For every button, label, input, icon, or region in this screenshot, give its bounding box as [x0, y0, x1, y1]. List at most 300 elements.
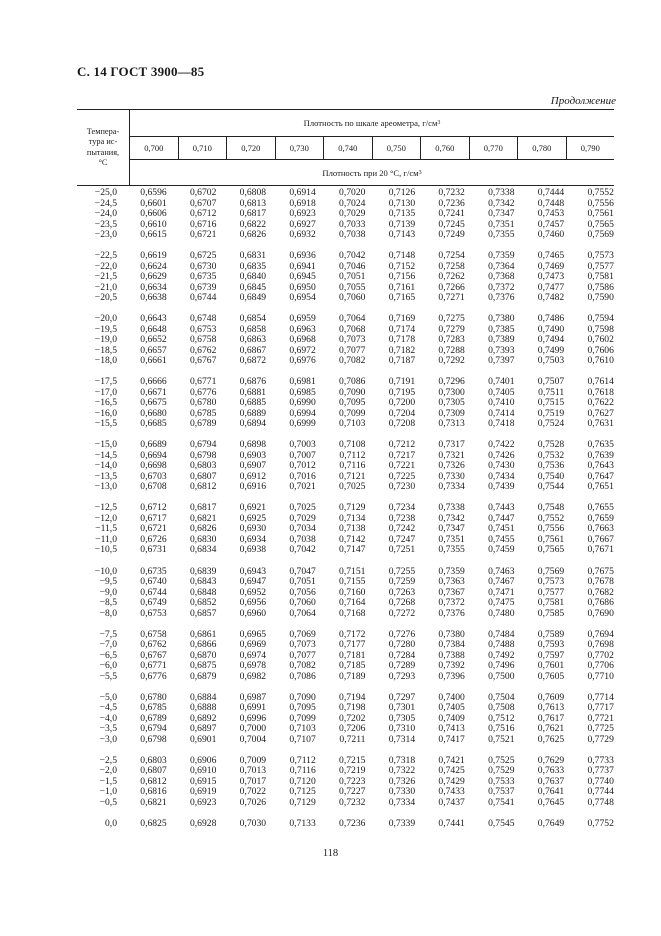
density-value-cell: 0,7168	[339, 607, 366, 619]
temperature-cell: −11,5	[95, 523, 117, 535]
density-value-cell: 0,7107	[289, 733, 316, 745]
density-value-cell: 0,7202	[339, 712, 366, 724]
density-value-cell: 0,7429	[438, 775, 465, 787]
density-value-cell: 0,6694	[140, 449, 167, 461]
density-value-cell: 0,7569	[537, 565, 565, 577]
density-value-cell: 0,7268	[388, 597, 416, 609]
density-value-cell: 0,6712	[189, 208, 217, 219]
density-value-cell: 0,7189	[339, 670, 366, 682]
density-value-cell: 0,6776	[140, 670, 167, 682]
density-value-cell: 0,7024	[339, 197, 366, 209]
row-group	[77, 756, 614, 809]
density-value-cell: 0,7524	[537, 418, 565, 430]
density-value-cell: 0,7245	[438, 218, 465, 230]
density-value-cell: 0,7121	[339, 470, 366, 482]
density-value-cell: 0,7073	[289, 639, 316, 651]
density-value-cell: 0,6866	[189, 639, 217, 651]
table-row	[77, 672, 614, 683]
density-value-cell: 0,6689	[140, 439, 167, 451]
density-value-cell: 0,6826	[239, 229, 267, 240]
density-value-cell: 0,7451	[488, 523, 515, 535]
temperature-cell: −21,0	[94, 281, 117, 293]
density-value-cell: 0,7221	[388, 460, 416, 472]
density-value-cell: 0,6848	[189, 586, 217, 598]
density-value-cell: 0,6785	[140, 702, 167, 714]
density-value-cell: 0,6610	[140, 218, 167, 230]
density-value-cell: 0,7198	[339, 702, 366, 714]
temperature-cell: −19,0	[94, 334, 117, 346]
temperature-cell: −20,5	[94, 292, 117, 304]
density-value-cell: 0,7511	[538, 386, 565, 398]
density-value-cell: 0,6661	[140, 355, 167, 367]
density-value-cell: 0,7621	[537, 723, 565, 735]
density-column-header: 0,770	[469, 137, 518, 159]
temperature-cell: −16,0	[94, 407, 117, 419]
density-value-cell: 0,6956	[239, 597, 267, 609]
document-header: С. 14 ГОСТ 3900—85	[77, 64, 205, 79]
density-value-cell: 0,7500	[488, 670, 515, 682]
density-value-cell: 0,7444	[537, 187, 565, 198]
density-value-cell: 0,7606	[587, 344, 614, 356]
density-value-cell: 0,7359	[438, 565, 465, 577]
density-value-cell: 0,6981	[289, 376, 316, 388]
unit-superscript: 3	[418, 169, 422, 176]
density-value-cell: 0,6910	[189, 765, 217, 777]
density-value-cell: 0,7545	[488, 817, 515, 829]
density-column-header: 0,790	[566, 137, 615, 159]
table-row	[77, 293, 614, 304]
density-column-header: 0,720	[226, 137, 275, 159]
density-value-cell: 0,7637	[537, 775, 565, 787]
row-group	[77, 819, 614, 830]
density-value-cell: 0,7064	[289, 607, 316, 619]
density-value-cell: 0,7359	[488, 250, 515, 262]
density-value-cell: 0,7249	[438, 229, 465, 240]
density-value-cell: 0,6731	[140, 544, 167, 556]
density-value-cell: 0,6789	[189, 418, 217, 430]
density-value-cell: 0,6976	[289, 355, 316, 367]
density-value-cell: 0,6843	[189, 576, 217, 588]
density-value-cell: 0,7469	[537, 260, 565, 272]
temperature-cell: −4,0	[99, 712, 117, 724]
density-value-cell: 0,7155	[339, 576, 366, 588]
density-value-cell: 0,7339	[388, 817, 416, 829]
density-value-cell: 0,6671	[140, 386, 167, 398]
density-value-cell: 0,7465	[537, 250, 565, 262]
row-group	[77, 314, 614, 367]
continuation-label: Продолжение	[550, 95, 616, 107]
density-value-cell: 0,6834	[189, 544, 217, 556]
density-value-cell: 0,7321	[438, 449, 465, 461]
density-value-cell: 0,7508	[488, 702, 515, 714]
density-column-header: 0,740	[323, 137, 372, 159]
density-value-cell: 0,6999	[289, 418, 316, 430]
density-value-cell: 0,6812	[140, 775, 167, 787]
density-value-cell: 0,6740	[140, 576, 167, 588]
density-value-cell: 0,7667	[587, 533, 614, 545]
temp-header-line: пытания,	[86, 147, 120, 157]
density-value-cell: 0,6735	[189, 271, 217, 283]
density-value-cell: 0,6744	[189, 292, 217, 304]
density-value-cell: 0,7581	[537, 597, 565, 609]
density-value-cell: 0,6753	[189, 323, 217, 335]
density-value-cell: 0,7112	[289, 754, 316, 766]
density-value-cell: 0,7459	[488, 544, 515, 556]
density-value-cell: 0,7541	[488, 796, 515, 808]
density-value-cell: 0,7721	[587, 712, 614, 724]
density-value-cell: 0,7594	[587, 313, 614, 325]
density-value-cell: 0,6762	[189, 344, 217, 356]
temperature-cell: −6,5	[99, 649, 117, 661]
table-row	[77, 735, 614, 746]
density-value-cell: 0,7125	[289, 786, 316, 798]
temperature-cell: −15,5	[94, 418, 117, 430]
density-at-20-header	[130, 160, 614, 185]
density-value-cell: 0,7026	[239, 796, 267, 808]
density-value-cell: 0,7208	[388, 418, 416, 430]
density-value-cell: 0,7342	[438, 512, 465, 524]
density-value-cell: 0,7038	[289, 533, 316, 545]
density-value-cell: 0,7737	[587, 765, 614, 777]
table-row	[77, 819, 614, 830]
density-value-cell: 0,7367	[438, 586, 465, 598]
density-value-cell: 0,7318	[388, 754, 416, 766]
density-value-cell: 0,7675	[587, 565, 614, 577]
density-columns-row	[130, 137, 614, 160]
density-value-cell: 0,7263	[388, 586, 416, 598]
density-value-cell: 0,7259	[388, 576, 416, 588]
density-value-cell: 0,7733	[587, 754, 614, 766]
density-value-cell: 0,7143	[388, 229, 416, 240]
table-row	[77, 209, 614, 220]
density-value-cell: 0,7060	[289, 597, 316, 609]
density-value-cell: 0,7533	[488, 775, 515, 787]
density-value-cell: 0,6912	[239, 470, 267, 482]
density-value-cell: 0,7164	[339, 597, 366, 609]
density-value-cell: 0,7437	[438, 796, 465, 808]
density-value-cell: 0,6648	[140, 323, 167, 335]
row-group	[77, 567, 614, 620]
table-body	[77, 188, 614, 840]
density-value-cell: 0,7467	[488, 576, 515, 588]
density-value-cell: 0,7142	[339, 533, 366, 545]
density-value-cell: 0,7725	[587, 723, 614, 735]
temperature-cell: −20,0	[94, 313, 117, 325]
density-value-cell: 0,7069	[289, 628, 316, 640]
density-value-cell: 0,7393	[488, 344, 515, 356]
density-value-cell: 0,7330	[438, 470, 465, 482]
density-value-cell: 0,7086	[339, 376, 366, 388]
density-value-cell: 0,6840	[239, 271, 267, 283]
density-value-cell: 0,7135	[388, 208, 416, 219]
density-column-header: 0,710	[178, 137, 227, 159]
density-value-cell: 0,7262	[438, 271, 465, 283]
density-value-cell: 0,6821	[140, 796, 167, 808]
density-value-cell: 0,7598	[587, 323, 614, 335]
density-value-cell: 0,7678	[587, 576, 614, 588]
density-value-cell: 0,7099	[339, 407, 366, 419]
density-value-cell: 0,7047	[289, 565, 316, 577]
density-value-cell: 0,7400	[438, 691, 465, 703]
table-row	[77, 545, 614, 556]
density-value-cell: 0,7251	[388, 544, 416, 556]
table-row	[77, 609, 614, 620]
density-value-cell: 0,7217	[388, 449, 416, 461]
density-value-cell: 0,7247	[388, 533, 416, 545]
density-value-cell: 0,7030	[239, 817, 267, 829]
density-value-cell: 0,7532	[537, 449, 565, 461]
density-value-cell: 0,7165	[388, 292, 416, 304]
density-value-cell: 0,7577	[537, 586, 565, 598]
density-value-cell: 0,7556	[537, 523, 565, 535]
density-value-cell: 0,6994	[289, 407, 316, 419]
density-value-cell: 0,6830	[189, 533, 217, 545]
temperature-cell: −10,5	[94, 544, 117, 556]
unit-superscript: 3	[437, 120, 441, 126]
density-value-cell: 0,7499	[537, 344, 565, 356]
density-value-cell: 0,7351	[438, 533, 465, 545]
density-value-cell: 0,6596	[140, 187, 167, 198]
density-value-cell: 0,7609	[537, 691, 565, 703]
density-value-cell: 0,7649	[537, 817, 565, 829]
density-value-cell: 0,7258	[438, 260, 465, 272]
density-value-cell: 0,7160	[339, 586, 366, 598]
density-value-cell: 0,7561	[537, 533, 565, 545]
temperature-cell: −19,5	[94, 323, 117, 335]
density-value-cell: 0,7227	[339, 786, 366, 798]
density-value-cell: 0,6807	[140, 765, 167, 777]
density-value-cell: 0,7586	[587, 281, 614, 293]
density-value-cell: 0,7241	[438, 208, 465, 219]
density-value-cell: 0,7425	[438, 765, 465, 777]
density-value-cell: 0,7279	[438, 323, 465, 335]
density-value-cell: 0,7194	[339, 691, 366, 703]
temperature-cell: −17,0	[94, 386, 117, 398]
temperature-cell: −13,0	[94, 481, 117, 493]
temperature-cell: −23,5	[94, 218, 117, 230]
density-value-cell: 0,7181	[339, 649, 366, 661]
temperature-column-header	[77, 110, 130, 185]
density-value-cell: 0,7152	[388, 260, 416, 272]
temperature-cell: −2,0	[99, 765, 117, 777]
density-value-cell: 0,7460	[537, 229, 565, 240]
density-value-cell: 0,7293	[388, 670, 416, 682]
density-value-cell: 0,7129	[289, 796, 316, 808]
density-value-cell: 0,6845	[239, 281, 267, 293]
density-column-header: 0,780	[517, 137, 566, 159]
temperature-cell: −17,5	[94, 376, 117, 388]
density-value-cell: 0,6726	[140, 533, 167, 545]
density-value-cell: 0,7300	[438, 386, 465, 398]
density-value-cell: 0,7275	[438, 313, 465, 325]
density-value-cell: 0,6780	[189, 397, 217, 409]
density-value-cell: 0,6876	[239, 376, 267, 388]
density-value-cell: 0,7095	[339, 397, 366, 409]
density-value-cell: 0,7021	[289, 481, 316, 493]
density-value-cell: 0,7013	[239, 765, 267, 777]
density-value-cell: 0,7706	[587, 660, 614, 672]
density-value-cell: 0,7206	[339, 723, 366, 735]
density-value-cell: 0,7232	[339, 796, 366, 808]
density-value-cell: 0,6606	[140, 208, 167, 219]
density-value-cell: 0,6643	[140, 313, 167, 325]
density-value-cell: 0,7605	[537, 670, 565, 682]
temp-header-line: °С	[98, 158, 108, 167]
row-group	[77, 251, 614, 304]
density-value-cell: 0,7729	[587, 733, 614, 745]
density-value-cell: 0,6897	[189, 723, 217, 735]
density-value-cell: 0,6852	[189, 597, 217, 609]
density-value-cell: 0,7372	[438, 597, 465, 609]
density-value-cell: 0,7108	[339, 439, 366, 451]
density-value-cell: 0,6771	[189, 376, 217, 388]
density-value-cell: 0,7525	[488, 754, 515, 766]
density-value-cell: 0,6748	[189, 313, 217, 325]
density-value-cell: 0,7561	[587, 208, 614, 219]
temperature-cell: −23,0	[94, 229, 117, 240]
density-value-cell: 0,7234	[388, 502, 416, 514]
density-value-cell: 0,7418	[488, 418, 515, 430]
density-value-cell: 0,6954	[289, 292, 316, 304]
density-value-cell: 0,6985	[289, 386, 316, 398]
density-value-cell: 0,7129	[339, 502, 366, 514]
density-value-cell: 0,7488	[488, 639, 515, 651]
density-value-cell: 0,7577	[587, 260, 614, 272]
density-value-cell: 0,6974	[239, 649, 267, 661]
density-value-cell: 0,6923	[189, 796, 217, 808]
temperature-cell: −14,5	[94, 449, 117, 461]
density-value-cell: 0,7635	[587, 439, 614, 451]
density-value-cell: 0,7698	[587, 639, 614, 651]
density-value-cell: 0,7255	[388, 565, 416, 577]
density-value-cell: 0,6945	[289, 271, 316, 283]
density-value-cell: 0,6817	[239, 208, 267, 219]
density-value-cell: 0,6892	[189, 712, 217, 724]
density-value-cell: 0,6906	[189, 754, 217, 766]
density-value-cell: 0,7473	[537, 271, 565, 283]
density-value-cell: 0,7647	[587, 470, 614, 482]
density-value-cell: 0,7671	[587, 544, 614, 556]
density-value-cell: 0,7347	[438, 523, 465, 535]
density-value-cell: 0,7082	[289, 660, 316, 672]
page-number: 118	[322, 848, 339, 859]
density-value-cell: 0,6990	[289, 397, 316, 409]
density-value-cell: 0,7490	[537, 323, 565, 335]
density-value-cell: 0,7392	[438, 660, 465, 672]
density-value-cell: 0,6680	[140, 407, 167, 419]
density-value-cell: 0,7405	[438, 702, 465, 714]
density-value-cell: 0,7051	[289, 576, 316, 588]
density-value-cell: 0,7617	[537, 712, 565, 724]
density-value-cell: 0,6932	[289, 229, 316, 240]
density-value-cell: 0,7405	[488, 386, 515, 398]
density-value-cell: 0,7748	[587, 796, 614, 808]
temperature-cell: −7,5	[99, 628, 117, 640]
table-header	[77, 110, 614, 187]
density-value-cell: 0,6960	[239, 607, 267, 619]
density-value-cell: 0,6898	[239, 439, 267, 451]
density-value-cell: 0,7569	[587, 229, 614, 240]
density-value-cell: 0,7007	[289, 449, 316, 461]
density-value-cell: 0,7090	[289, 691, 316, 703]
density-value-cell: 0,6857	[189, 607, 217, 619]
density-value-cell: 0,7422	[488, 439, 515, 451]
density-value-cell: 0,7504	[488, 691, 515, 703]
density-value-cell: 0,7017	[239, 775, 267, 787]
density-value-cell: 0,7060	[339, 292, 366, 304]
density-value-cell: 0,7663	[587, 523, 614, 535]
density-value-cell: 0,7643	[587, 460, 614, 472]
temperature-cell: −11,0	[95, 533, 117, 545]
density-value-cell: 0,7012	[289, 460, 316, 472]
density-value-cell: 0,6657	[140, 344, 167, 356]
density-value-cell: 0,6638	[140, 292, 167, 304]
density-value-cell: 0,7581	[587, 271, 614, 283]
temperature-cell: −18,0	[94, 355, 117, 367]
density-value-cell: 0,7602	[587, 334, 614, 346]
density-value-cell: 0,6914	[289, 187, 316, 198]
density-value-cell: 0,7690	[587, 607, 614, 619]
table-row	[77, 419, 614, 430]
density-value-cell: 0,7380	[438, 628, 465, 640]
density-value-cell: 0,7042	[339, 250, 366, 262]
density-value-cell: 0,7552	[537, 512, 565, 524]
temperature-cell: −1,5	[99, 775, 117, 787]
density-value-cell: 0,7172	[339, 628, 366, 640]
density-value-cell: 0,7376	[438, 607, 465, 619]
density-value-cell: 0,7593	[537, 639, 565, 651]
table-row	[77, 482, 614, 493]
density-value-cell: 0,7223	[339, 775, 366, 787]
temperature-cell: −4,5	[99, 702, 117, 714]
density-value-cell: 0,6789	[140, 712, 167, 724]
density-value-cell: 0,7410	[488, 397, 515, 409]
density-value-cell: 0,6965	[239, 628, 267, 640]
density-value-cell: 0,7338	[438, 502, 465, 514]
density-value-cell: 0,7077	[339, 344, 366, 356]
density-value-cell: 0,7516	[488, 723, 515, 735]
temperature-cell: −2,5	[99, 754, 117, 766]
density-value-cell: 0,6950	[289, 281, 316, 293]
density-value-cell: 0,7441	[438, 817, 465, 829]
density-value-cell: 0,6861	[189, 628, 217, 640]
density-value-cell: 0,7272	[388, 607, 416, 619]
density-value-cell: 0,7627	[587, 407, 614, 419]
density-value-cell: 0,6916	[239, 481, 267, 493]
density-value-cell: 0,7038	[339, 229, 366, 240]
temperature-cell: −13,5	[94, 470, 117, 482]
density-value-cell: 0,6798	[189, 449, 217, 461]
density-value-cell: 0,7195	[388, 386, 416, 398]
density-value-cell: 0,7433	[438, 786, 465, 798]
density-value-cell: 0,7016	[289, 470, 316, 482]
density-value-cell: 0,6938	[239, 544, 267, 556]
density-value-cell: 0,7064	[339, 313, 366, 325]
density-value-cell: 0,7133	[289, 817, 316, 829]
density-value-cell: 0,7413	[438, 723, 465, 735]
density-value-cell: 0,7659	[587, 512, 614, 524]
density-value-cell: 0,7033	[339, 218, 366, 230]
temperature-cell: −9,5	[99, 576, 117, 588]
density-value-cell: 0,7622	[587, 397, 614, 409]
density-value-cell: 0,7409	[438, 712, 465, 724]
temperature-cell: −6,0	[99, 660, 117, 672]
density-value-cell: 0,6918	[289, 197, 316, 209]
density-value-cell: 0,7448	[537, 197, 565, 209]
density-value-cell: 0,6943	[239, 565, 267, 577]
density-value-cell: 0,6952	[239, 586, 267, 598]
temperature-cell: −3,5	[99, 723, 117, 735]
